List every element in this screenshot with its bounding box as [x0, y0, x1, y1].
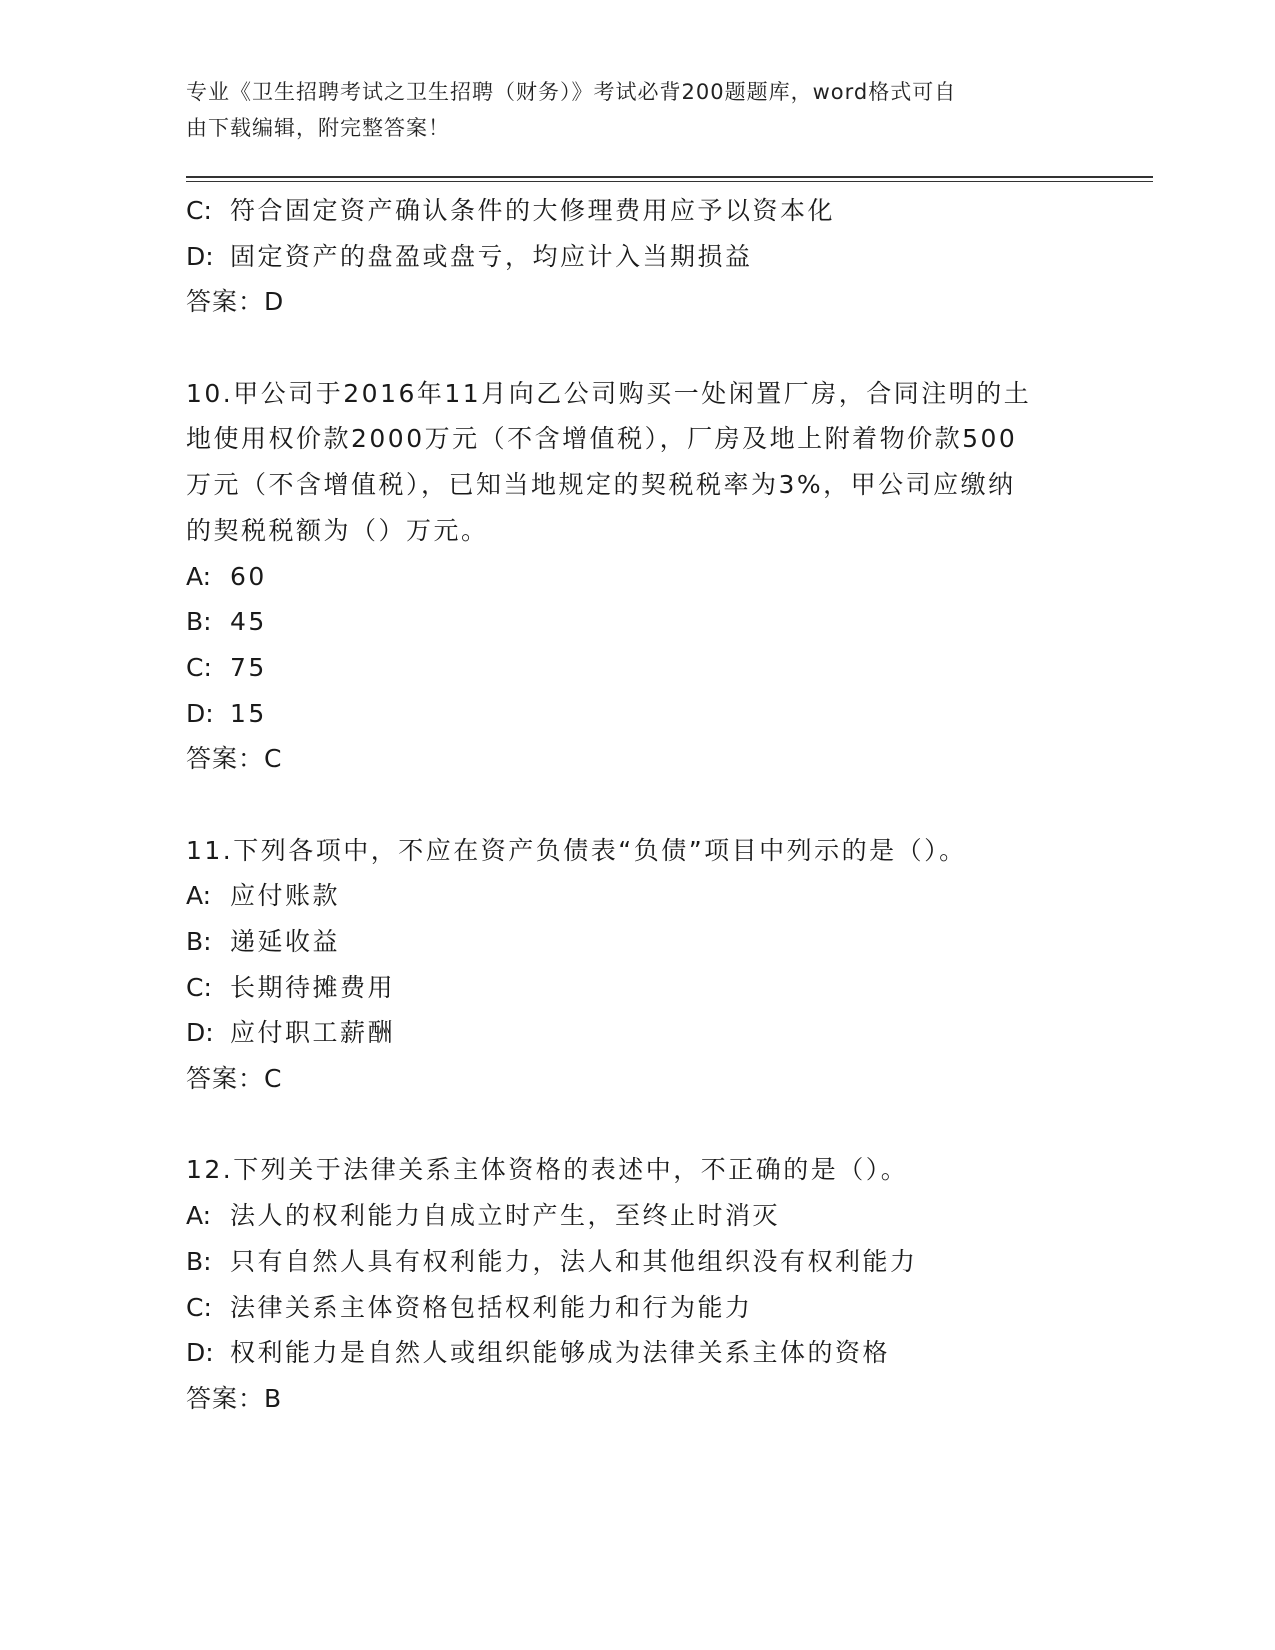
header-divider-thick [186, 176, 1153, 178]
question-stem-line: 万元（不含增值税），已知当地规定的契税税率为3%，甲公司应缴纳 [186, 470, 1016, 500]
option-c: C: 法律关系主体资格包括权利能力和行为能力 [186, 1292, 753, 1322]
option-b: B: 45 [186, 607, 267, 637]
question-block-11 [186, 828, 1146, 1102]
question-block-10 [186, 371, 1146, 782]
header-divider-thin [186, 181, 1153, 182]
question-stem-line: 地使用权价款2000万元（不含增值税），厂房及地上附着物价款500 [186, 424, 1018, 454]
option-a: A: 应付账款 [186, 881, 341, 911]
question-block-12 [186, 1147, 1146, 1421]
option-d: D: 15 [186, 698, 267, 728]
question-block-9 [186, 188, 1146, 325]
document-header [186, 74, 1066, 146]
option-b: B: 递延收益 [186, 927, 341, 956]
header-line-2: 由下载编辑，附完整答案！ [186, 116, 450, 140]
question-list [186, 188, 1146, 1422]
option-d: D: 权利能力是自然人或组织能够成为法律关系主体的资格 [186, 1338, 891, 1368]
option-d: D: 应付职工薪酬 [186, 1018, 396, 1048]
answer-line: 答案：B [186, 1383, 283, 1413]
question-stem-line: 12.下列关于法律关系主体资格的表述中，不正确的是（）。 [186, 1155, 909, 1185]
answer-line: 答案：D [186, 287, 285, 317]
option-c: C: 长期待摊费用 [186, 972, 396, 1002]
option-c: C: 75 [186, 652, 267, 682]
option-a: A: 法人的权利能力自成立时产生，至终止时消灭 [186, 1201, 781, 1231]
option-b: B: 只有自然人具有权利能力，法人和其他组织没有权利能力 [186, 1246, 918, 1276]
option-c: C: 符合固定资产确认条件的大修理费用应予以资本化 [186, 196, 836, 225]
question-stem-line: 11.下列各项中，不应在资产负债表“负债”项目中列示的是（）。 [186, 835, 967, 865]
question-stem-line: 的契税税额为（）万元。 [186, 515, 489, 545]
option-a: A: 60 [186, 561, 267, 591]
header-line-1: 专业《卫生招聘考试之卫生招聘（财务）》考试必背200题题库，word格式可自 [186, 80, 957, 104]
answer-line: 答案：C [186, 1064, 283, 1094]
answer-line: 答案：C [186, 744, 283, 774]
question-stem-line: 10.甲公司于2016年11月向乙公司购买一处闲置厂房，合同注明的土 [186, 378, 1032, 408]
option-d: D: 固定资产的盘盈或盘亏，均应计入当期损益 [186, 241, 753, 271]
